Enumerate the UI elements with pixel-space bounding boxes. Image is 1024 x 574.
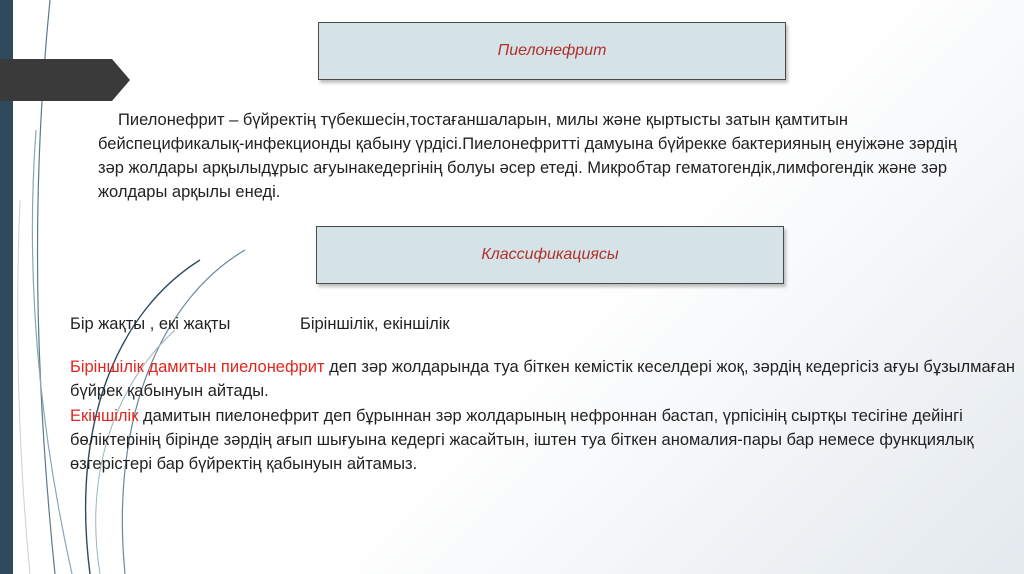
- title-text: Пиелонефрит: [497, 42, 607, 59]
- arrow-marker: [0, 59, 130, 101]
- secondary-highlight: Екіншілік: [70, 407, 139, 425]
- primary-text: деп зәр жолдарында туа біткен кемістік кеселдері жоқ, зәрдің кедергісіз ағуы бұзылмаған бүйрек қабынуын айтады.: [70, 358, 1015, 400]
- definition-paragraph: Пиелонефрит – бүйректің түбекшесін,тостағаншаларын, милы және қыртысты затын қамтитын бейспецификалық-инфекционды қабыну үрдісі.Пиелонефритті дамуына бүйрекке бактерияның енуіжәне зәрдің зәр жолдары арқылыдұрыс ағуынакедергінің болуы әсер етеді. Микробтар гематогендік,лимфогендік және зәр жолдары арқылы енеді.: [98, 111, 957, 201]
- title-box-classification: [316, 226, 784, 284]
- primary-highlight: Біріншілік дамитын пиелонефрит: [70, 358, 325, 376]
- secondary-paragraph: [70, 404, 1020, 476]
- classification-row: [70, 312, 970, 336]
- classification-left: Бір жақты , екі жақты: [70, 315, 231, 333]
- primary-paragraph: [70, 355, 1020, 403]
- classification-right: Біріншілік, екіншілік: [300, 315, 450, 333]
- title-box-pyelonephritis: [318, 22, 786, 80]
- classification-title-text: Классификациясы: [481, 246, 619, 263]
- secondary-text: дамитын пиелонефрит деп бұрыннан зәр жолдарының нефроннан бастап, үрпісінің сыртқы тесігіне дейінгі бөліктерінің бірінде зәрдің ағып шығуына кедергі жасайтын, іштен туа біткен аномалия-пары бар немесе функциялық өзгерістері бар бүйректің қабынуын айтамыз.: [70, 407, 974, 473]
